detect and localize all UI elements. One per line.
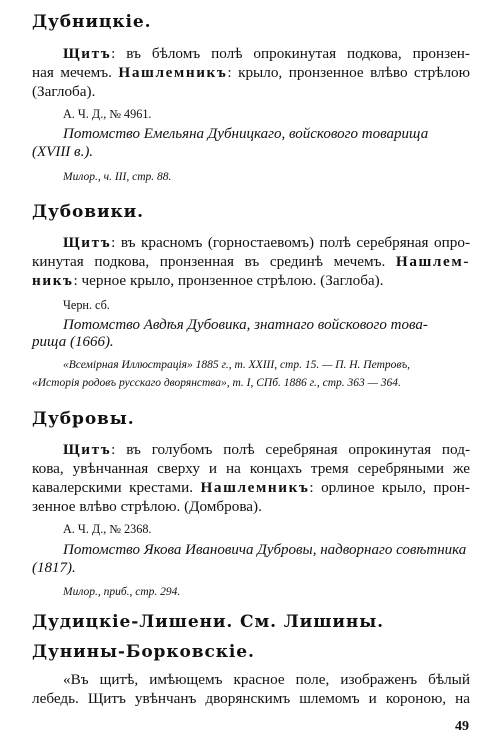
archive-reference: А. Ч. Д., № 4961. [63,107,152,121]
blazon-line: кавалерскими крестами. Нашлемникъ: орлиное крыло, прон- [32,479,470,496]
blazon-line: кова, увѣнчанная сверху и на концахъ тремя серебряными же [32,460,470,477]
source-citation: Милор., приб., стр. 294. [63,586,181,598]
archive-reference: Черн. сб. [63,298,110,312]
term-crest: Нашлемникъ [118,64,228,81]
blazon-line: Щитъ: въ красномъ (горностаевомъ) полѣ серебряная опро- [63,234,470,251]
blazon-line: ная мечемъ. Нашлемникъ: крыло, пронзенное влѣво стрѣлою [32,64,470,81]
term-crest: Нашлем- [395,253,470,270]
page-number: 49 [455,719,469,734]
lineage-line: рища (1666). [32,334,114,350]
lineage-line: (1817). [32,560,76,576]
lineage-line: Потомство Авдѣя Дубовика, знатнаго войскового това- [63,317,428,333]
entry-title: Дубровы. [32,409,135,429]
blazon-line: Щитъ: въ бѣломъ полѣ опрокинутая подкова, пронзен- [63,45,470,62]
entry-title: Дубовики. [32,202,145,222]
lineage-line: Потомство Емельяна Дубницкаго, войскового товарища [63,126,429,142]
source-citation: «Исторія родовъ русскаго дворянства», т. I, СПб. 1886 г., стр. 363 — 364. [32,377,401,389]
blazon-line: (Заглоба). [32,83,96,100]
blazon-line: кинутая подкова, пронзенная въ срединѣ мечемъ. Нашлем- [32,253,470,270]
cross-reference-title: Дудицкіе-Лишени. См. Лишины. [32,612,384,632]
blazon-line: зенное влѣво стрѣлою. (Домброва). [32,498,262,515]
term-shield: Щитъ [63,441,112,458]
lineage-line: (XVIII в.). [32,144,94,160]
term-shield: Щитъ [63,234,112,251]
blazon-line: никъ: черное крыло, пронзенное стрѣлою. (Заглоба). [32,272,384,289]
source-citation: «Всемірная Иллюстрація» 1885 г., т. XXIII, стр. 15. — П. Н. Петровъ, [63,359,411,371]
description-line: лебедь. Щитъ увѣнчанъ дворянскимъ шлемомъ и короною, на [32,690,470,707]
blazon-line: Щитъ: въ голубомъ полѣ серебряная опрокинутая под- [63,441,470,458]
source-citation: Милор., ч. III, стр. 88. [63,171,172,183]
lineage-line: Потомство Якова Ивановича Дубровы, надворнаго совѣтника [63,542,467,558]
term-crest: Нашлемникъ [200,479,310,496]
entry-title: Дубницкіе. [32,12,152,32]
archive-reference: А. Ч. Д., № 2368. [63,522,152,536]
term-shield: Щитъ [63,45,112,62]
entry-title: Дунины-Борковскіе. [32,642,255,662]
description-line: «Въ щитѣ, имѣющемъ красное поле, изображенъ бѣлый [63,671,470,688]
